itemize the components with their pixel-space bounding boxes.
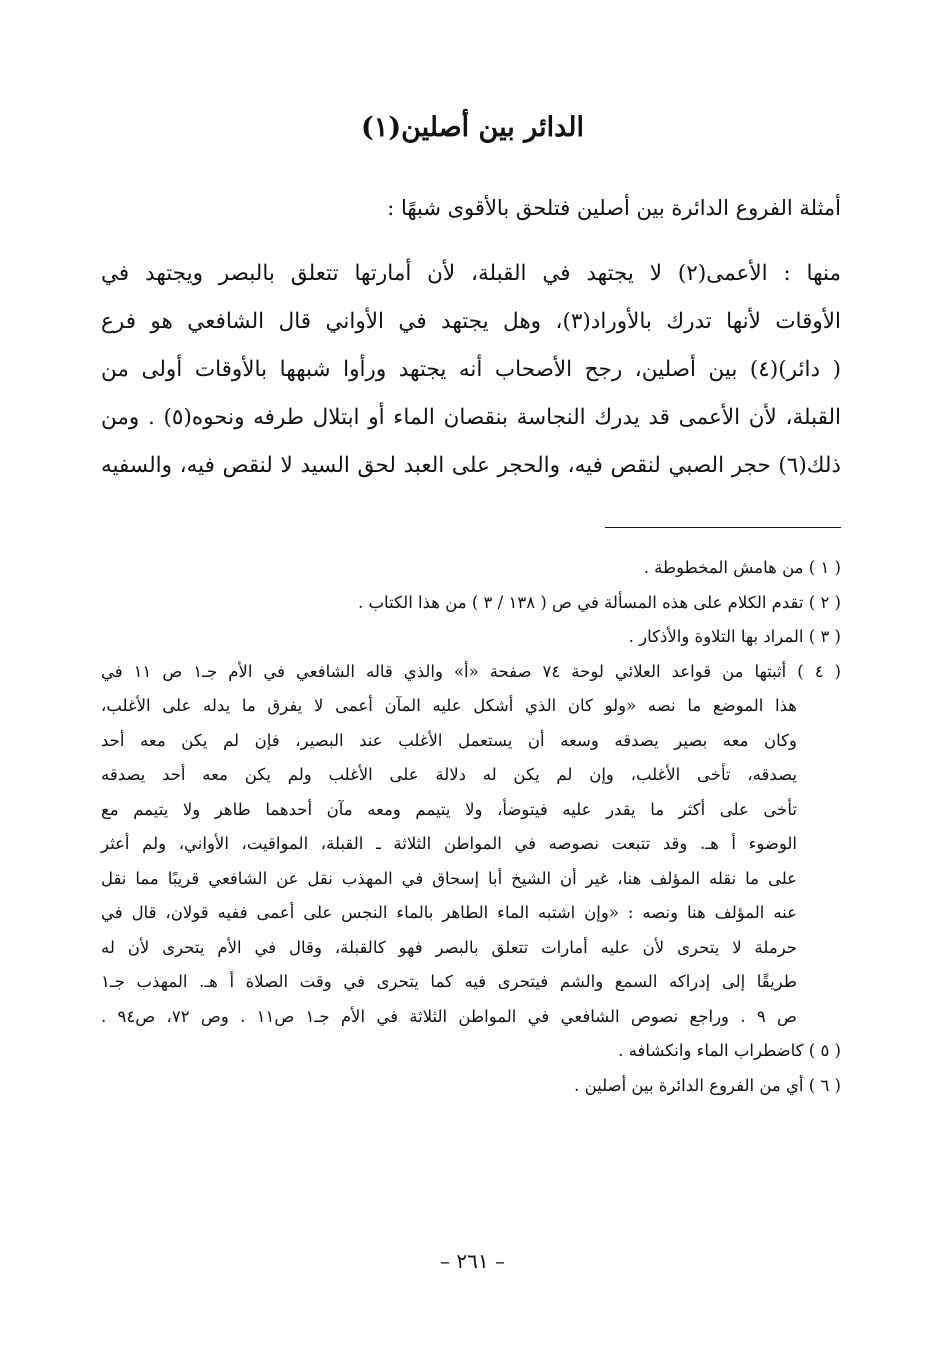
footnote-4-line: على ما نقله المؤلف هنا، غير أن الشيخ أبا إسحاق في المهذب نقل عن الشافعي قريبًا مما نقل [101,868,797,888]
footnote-1: ( ١ ) من هامش المخطوطة . [643,558,841,577]
footnote-4-line: ص ٩ . وراجع نصوص الشافعي في المواطن الثلاثة في الأم جـ١ ص١١ . وص ٧٢، ص٩٤ . [101,1006,797,1026]
body-paragraph [101,250,841,490]
footnote-4-line: الوضوء أ هـ. وقد تتبعت نصوصه في المواطن الثلاثة ـ القبلة، المواقيت، الأواني، ولم أعثر [101,834,797,853]
footnote-4-line: تأخى على أكثر ما يقدر عليه فيتوضأ، ولا يتيمم ومعه مآن أحدهما طاهر ولا يتيمم مع [101,799,797,819]
footnote-4-line: طريقًا إلى إدراكه السمع والشم فيتحرى فيه كما يتحرى في وقت الصلاة أ هـ. المهذب جـ١ [101,972,797,991]
body-line: القبلة، لأن الأعمى قد يدرك النجاسة بنقصان الماء أو ابتلال طرفه ونحوه(٥) . ومن [101,405,841,430]
body-line: منها : الأعمى(٢) لا يجتهد في القبلة، لأن أمارتها تتعلق بالبصر ويجتهد في [101,261,841,286]
footnote-4-line: ( ٤ ) أثبتها من قواعد العلائي لوحة ٧٤ صفحة «أ» والذي قاله الشافعي في الأم جـ١ ص ١١ في [101,661,841,681]
footnotes [101,551,841,1103]
footnote-4-line: وكان معه بصير يصدقه وسعه أن يستعمل الأغلب عند البصير، فإن لم يكن معه أحد [101,730,797,750]
intro-line: أمثلة الفروع الدائرة بين أصلين فتلحق بالأقوى شبهًا : [387,196,841,220]
body-line: ذلك(٦) حجر الصبي لنقص فيه، والحجر على العبد لحق السيد لا لنقص فيه، والسفيه [101,453,841,478]
footnote-separator [605,527,841,528]
footnote-4-line: هذا الموضع ما نصه «ولو كان الذي أشكل عليه المآن أعمى لا يفرق ما يدله على الأغلب، [101,696,797,715]
footnote-3: ( ٣ ) المراد بها التلاوة والأذكار . [628,627,841,646]
section-title: الدائر بين أصلين(١) [361,112,584,143]
footnote-5: ( ٥ ) كاضطراب الماء وانكشافه . [618,1041,841,1060]
page-number: – ٢٦١ – [440,1249,505,1273]
footnote-4-line: يصدقه، تأخى الأغلب، وإن لم يكن له دلالة على الأغلب ولم يكن معه أحد يصدقه [101,765,797,784]
footnote-4-line: حرملة لا يتحرى لأن عليه أمارات تتعلق بالبصر فهو كالقبلة، وقال في الأم يتحرى لأن له [101,937,797,957]
footnote-2: ( ٢ ) تقدم الكلام على هذه المسألة في ص ( ١٣٨ / ٣ ) من هذا الكتاب . [358,592,841,612]
body-line: ( دائر)(٤) بين أصلين، رجح الأصحاب أنه يجتهد ورأوا شبهها بالأوقات أولى من [101,357,841,382]
footnote-4-line: عنه المؤلف هنا ونصه : «وإن اشتبه الماء الطاهر بالماء النجس على أعمى ففيه قولان، قال في [101,903,797,922]
footnote-6: ( ٦ ) أي من الفروع الدائرة بين أصلين . [574,1075,841,1095]
body-line: الأوقات لأنها تدرك بالأوراد(٣)، وهل يجتهد في الأواني قال الشافعي هو فرع [101,309,842,334]
